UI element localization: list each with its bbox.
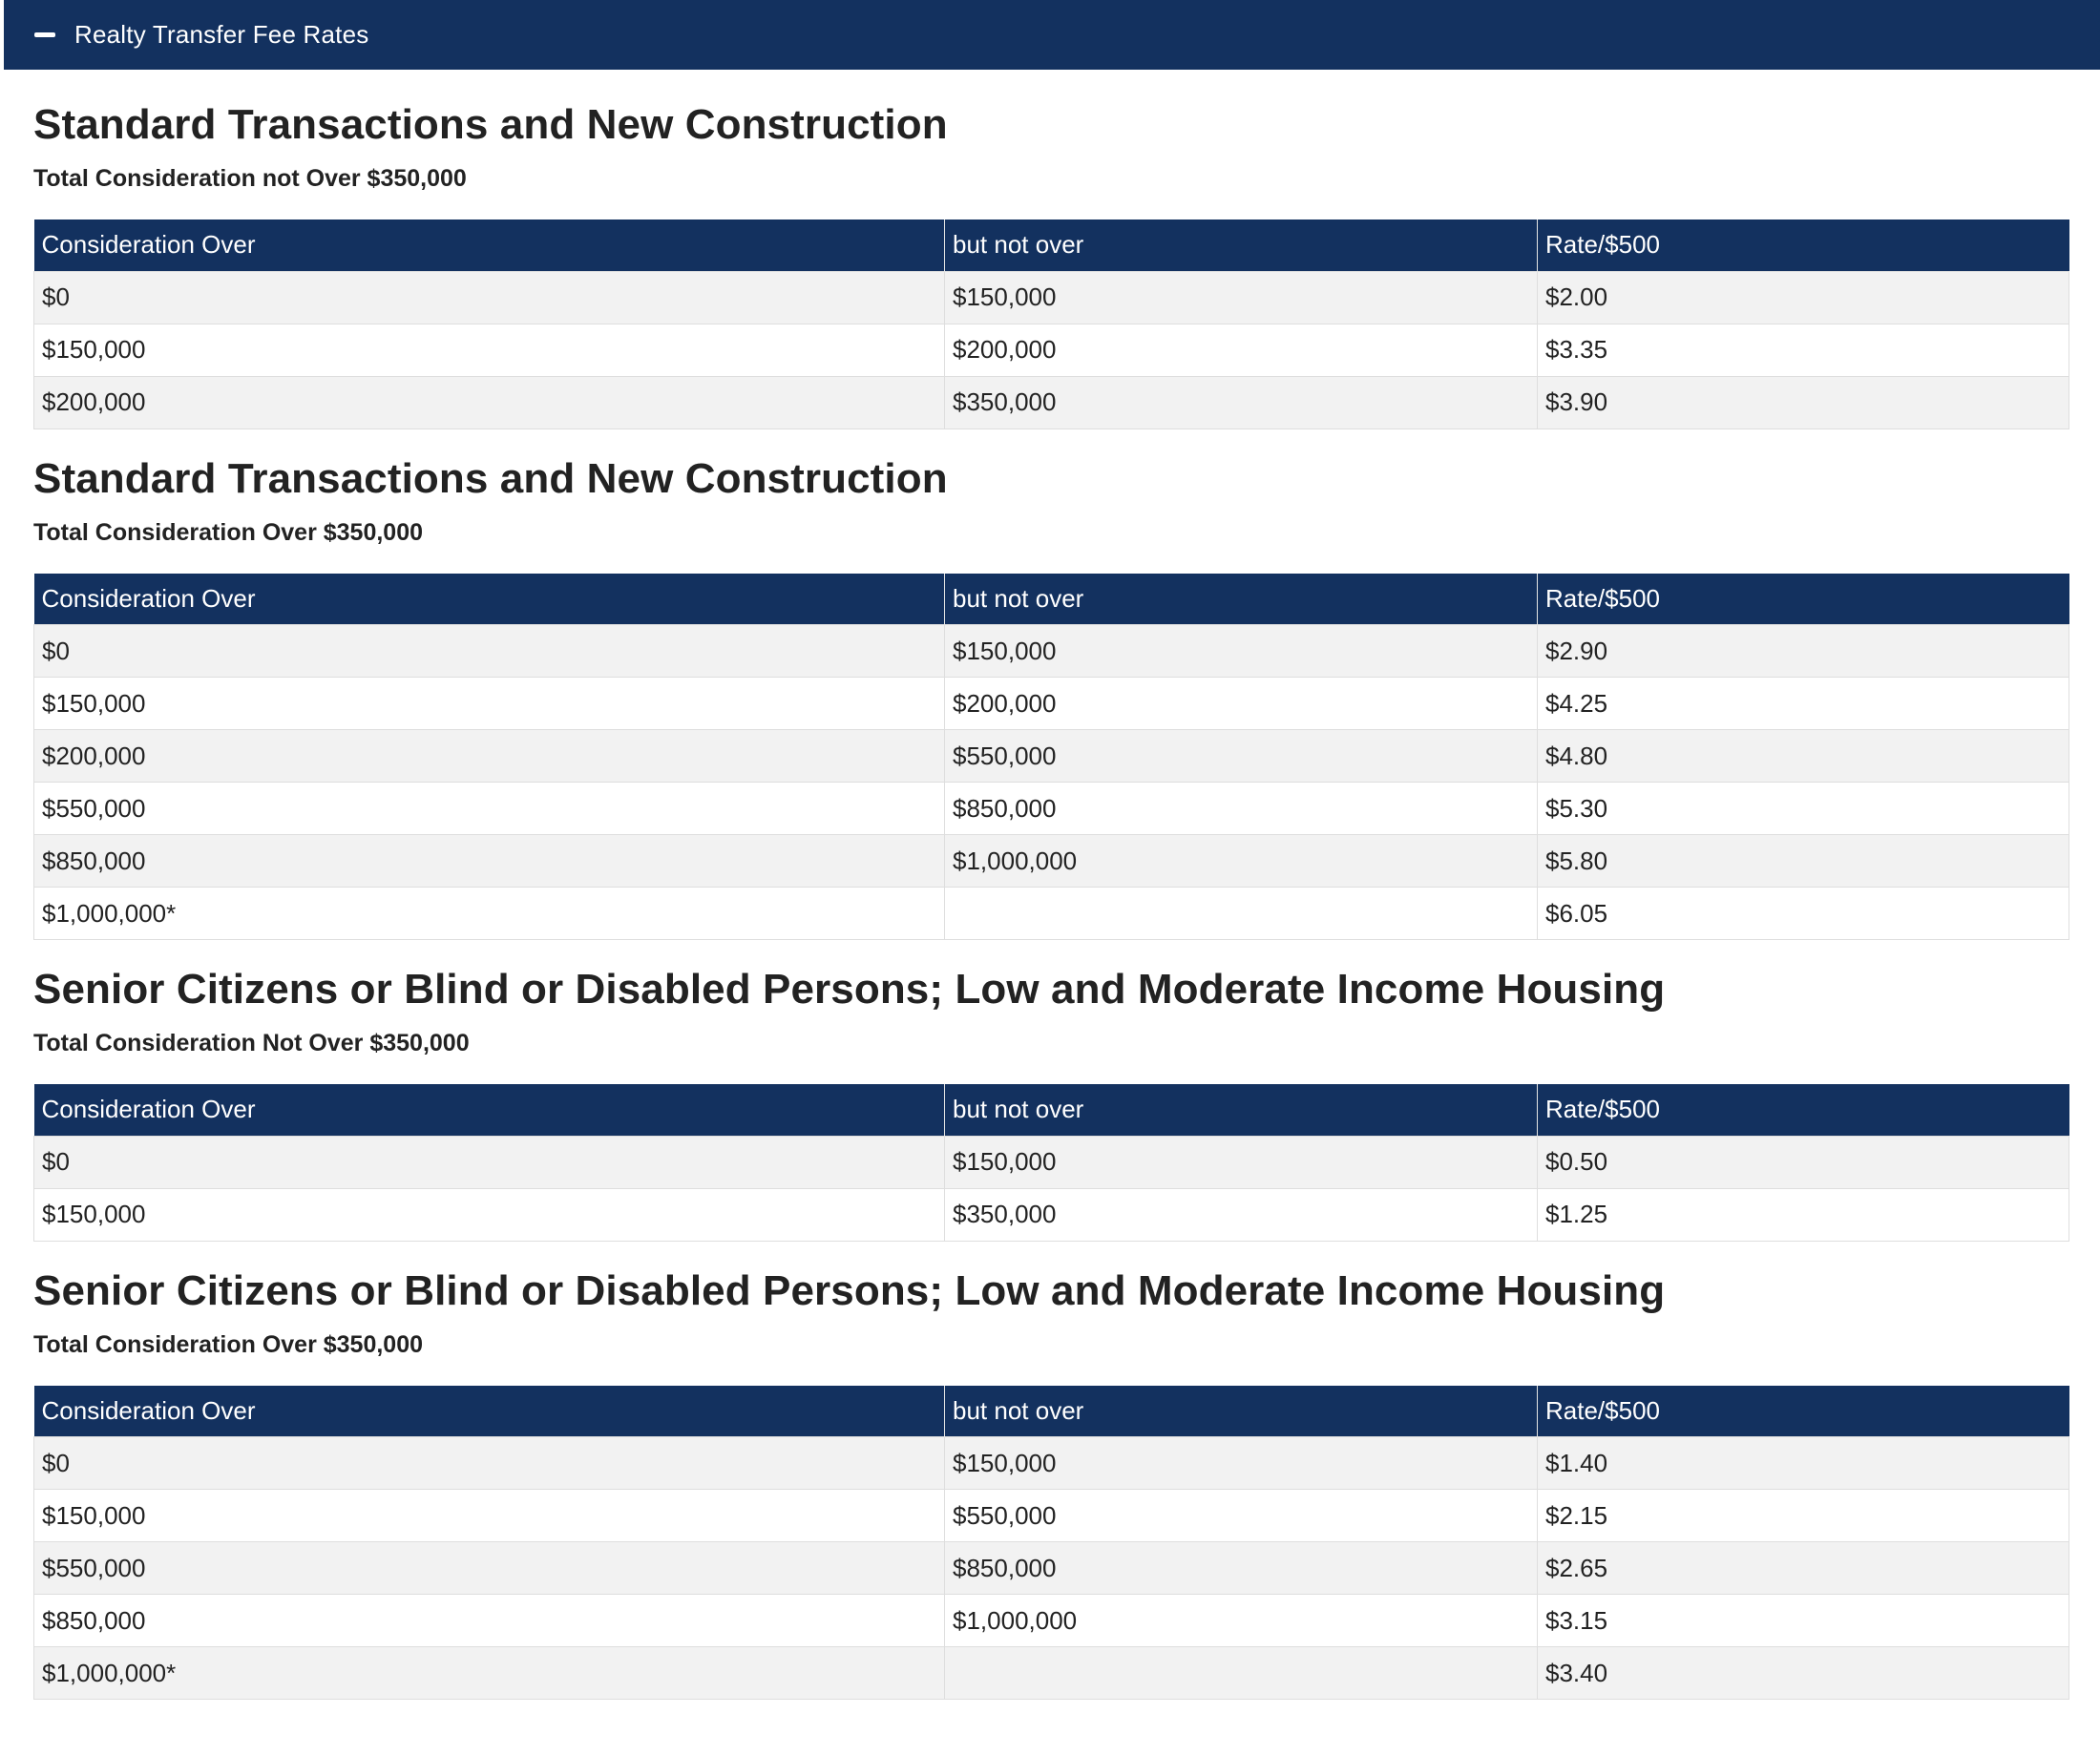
cell-but-not-over: $550,000 <box>945 1490 1538 1542</box>
section-subtitle: Total Consideration Over $350,000 <box>33 518 424 546</box>
cell-rate: $2.65 <box>1538 1542 2069 1595</box>
rate-table-standard-under-350k <box>33 220 2069 429</box>
table-row <box>34 625 2069 678</box>
table-row <box>34 1490 2069 1542</box>
cell-but-not-over <box>945 1647 1538 1700</box>
accordion-header-realty-transfer-fee-rates[interactable] <box>4 0 2100 70</box>
cell-but-not-over: $200,000 <box>945 678 1538 730</box>
column-header-but-not-over: but not over <box>945 220 1538 271</box>
cell-rate: $3.15 <box>1538 1595 2069 1647</box>
cell-consideration-over: $850,000 <box>34 1595 945 1647</box>
cell-consideration-over: $150,000 <box>34 1490 945 1542</box>
cell-but-not-over: $550,000 <box>945 730 1538 783</box>
cell-consideration-over: $850,000 <box>34 835 945 888</box>
cell-but-not-over: $1,000,000 <box>945 1595 1538 1647</box>
cell-but-not-over: $850,000 <box>945 783 1538 835</box>
cell-rate: $1.25 <box>1538 1188 2069 1241</box>
rate-table-standard-over-350k <box>33 574 2069 941</box>
cell-but-not-over <box>945 888 1538 940</box>
cell-consideration-over: $550,000 <box>34 783 945 835</box>
cell-rate: $5.80 <box>1538 835 2069 888</box>
cell-consideration-over: $150,000 <box>34 1188 945 1241</box>
section-subtitle: Total Consideration Not Over $350,000 <box>33 1030 470 1056</box>
rate-table-senior-over-350k <box>33 1386 2069 1701</box>
cell-but-not-over: $150,000 <box>945 1437 1538 1490</box>
table-row <box>34 1188 2069 1241</box>
table-row <box>34 1647 2069 1700</box>
cell-but-not-over: $150,000 <box>945 625 1538 678</box>
cell-consideration-over: $150,000 <box>34 678 945 730</box>
cell-consideration-over: $0 <box>34 271 945 324</box>
column-header-consideration-over: Consideration Over <box>34 1084 945 1136</box>
cell-rate: $6.05 <box>1538 888 2069 940</box>
cell-consideration-over: $0 <box>34 1136 945 1188</box>
cell-but-not-over: $150,000 <box>945 1136 1538 1188</box>
table-row <box>34 730 2069 783</box>
section-title: Standard Transactions and New Construction <box>33 101 948 148</box>
accordion-content <box>33 70 2068 1700</box>
table-row <box>34 888 2069 940</box>
cell-but-not-over: $150,000 <box>945 271 1538 324</box>
cell-but-not-over: $350,000 <box>945 1188 1538 1241</box>
cell-rate: $0.50 <box>1538 1136 2069 1188</box>
cell-rate: $3.35 <box>1538 324 2069 376</box>
column-header-but-not-over: but not over <box>945 1084 1538 1136</box>
column-header-but-not-over: but not over <box>945 574 1538 625</box>
table-row <box>34 678 2069 730</box>
table-row <box>34 271 2069 324</box>
table-row <box>34 835 2069 888</box>
rate-table-senior-under-350k <box>33 1084 2069 1242</box>
section-title: Senior Citizens or Blind or Disabled Persons; Low and Moderate Income Housing <box>33 1266 1666 1314</box>
cell-consideration-over: $150,000 <box>34 324 945 376</box>
cell-rate: $4.80 <box>1538 730 2069 783</box>
accordion-title: Realty Transfer Fee Rates <box>74 20 369 49</box>
table-row <box>34 376 2069 429</box>
cell-rate: $3.90 <box>1538 376 2069 429</box>
table-header-row <box>34 220 2069 271</box>
table-row <box>34 1136 2069 1188</box>
section-subtitle: Total Consideration not Over $350,000 <box>33 165 467 192</box>
table-row <box>34 1437 2069 1490</box>
minus-icon[interactable] <box>34 32 55 37</box>
cell-rate: $3.40 <box>1538 1647 2069 1700</box>
table-row <box>34 783 2069 835</box>
cell-consideration-over: $550,000 <box>34 1542 945 1595</box>
cell-but-not-over: $200,000 <box>945 324 1538 376</box>
cell-rate: $2.15 <box>1538 1490 2069 1542</box>
cell-rate: $4.25 <box>1538 678 2069 730</box>
column-header-rate: Rate/$500 <box>1538 1386 2069 1437</box>
cell-rate: $2.00 <box>1538 271 2069 324</box>
table-row <box>34 324 2069 376</box>
column-header-rate: Rate/$500 <box>1538 220 2069 271</box>
cell-consideration-over: $200,000 <box>34 730 945 783</box>
cell-rate: $2.90 <box>1538 625 2069 678</box>
cell-rate: $1.40 <box>1538 1437 2069 1490</box>
cell-rate: $5.30 <box>1538 783 2069 835</box>
cell-but-not-over: $1,000,000 <box>945 835 1538 888</box>
column-header-consideration-over: Consideration Over <box>34 220 945 271</box>
table-header-row <box>34 574 2069 625</box>
cell-consideration-over: $0 <box>34 1437 945 1490</box>
section-subtitle: Total Consideration Over $350,000 <box>33 1330 424 1358</box>
table-header-row <box>34 1084 2069 1136</box>
column-header-consideration-over: Consideration Over <box>34 1386 945 1437</box>
table-header-row <box>34 1386 2069 1437</box>
column-header-but-not-over: but not over <box>945 1386 1538 1437</box>
column-header-rate: Rate/$500 <box>1538 1084 2069 1136</box>
section-title: Standard Transactions and New Construction <box>33 454 948 502</box>
cell-consideration-over: $1,000,000* <box>34 888 945 940</box>
cell-consideration-over: $0 <box>34 625 945 678</box>
table-row <box>34 1542 2069 1595</box>
cell-consideration-over: $200,000 <box>34 376 945 429</box>
cell-consideration-over: $1,000,000* <box>34 1647 945 1700</box>
cell-but-not-over: $350,000 <box>945 376 1538 429</box>
column-header-rate: Rate/$500 <box>1538 574 2069 625</box>
column-header-consideration-over: Consideration Over <box>34 574 945 625</box>
cell-but-not-over: $850,000 <box>945 1542 1538 1595</box>
section-title: Senior Citizens or Blind or Disabled Persons; Low and Moderate Income Housing <box>33 966 1666 1013</box>
table-row <box>34 1595 2069 1647</box>
